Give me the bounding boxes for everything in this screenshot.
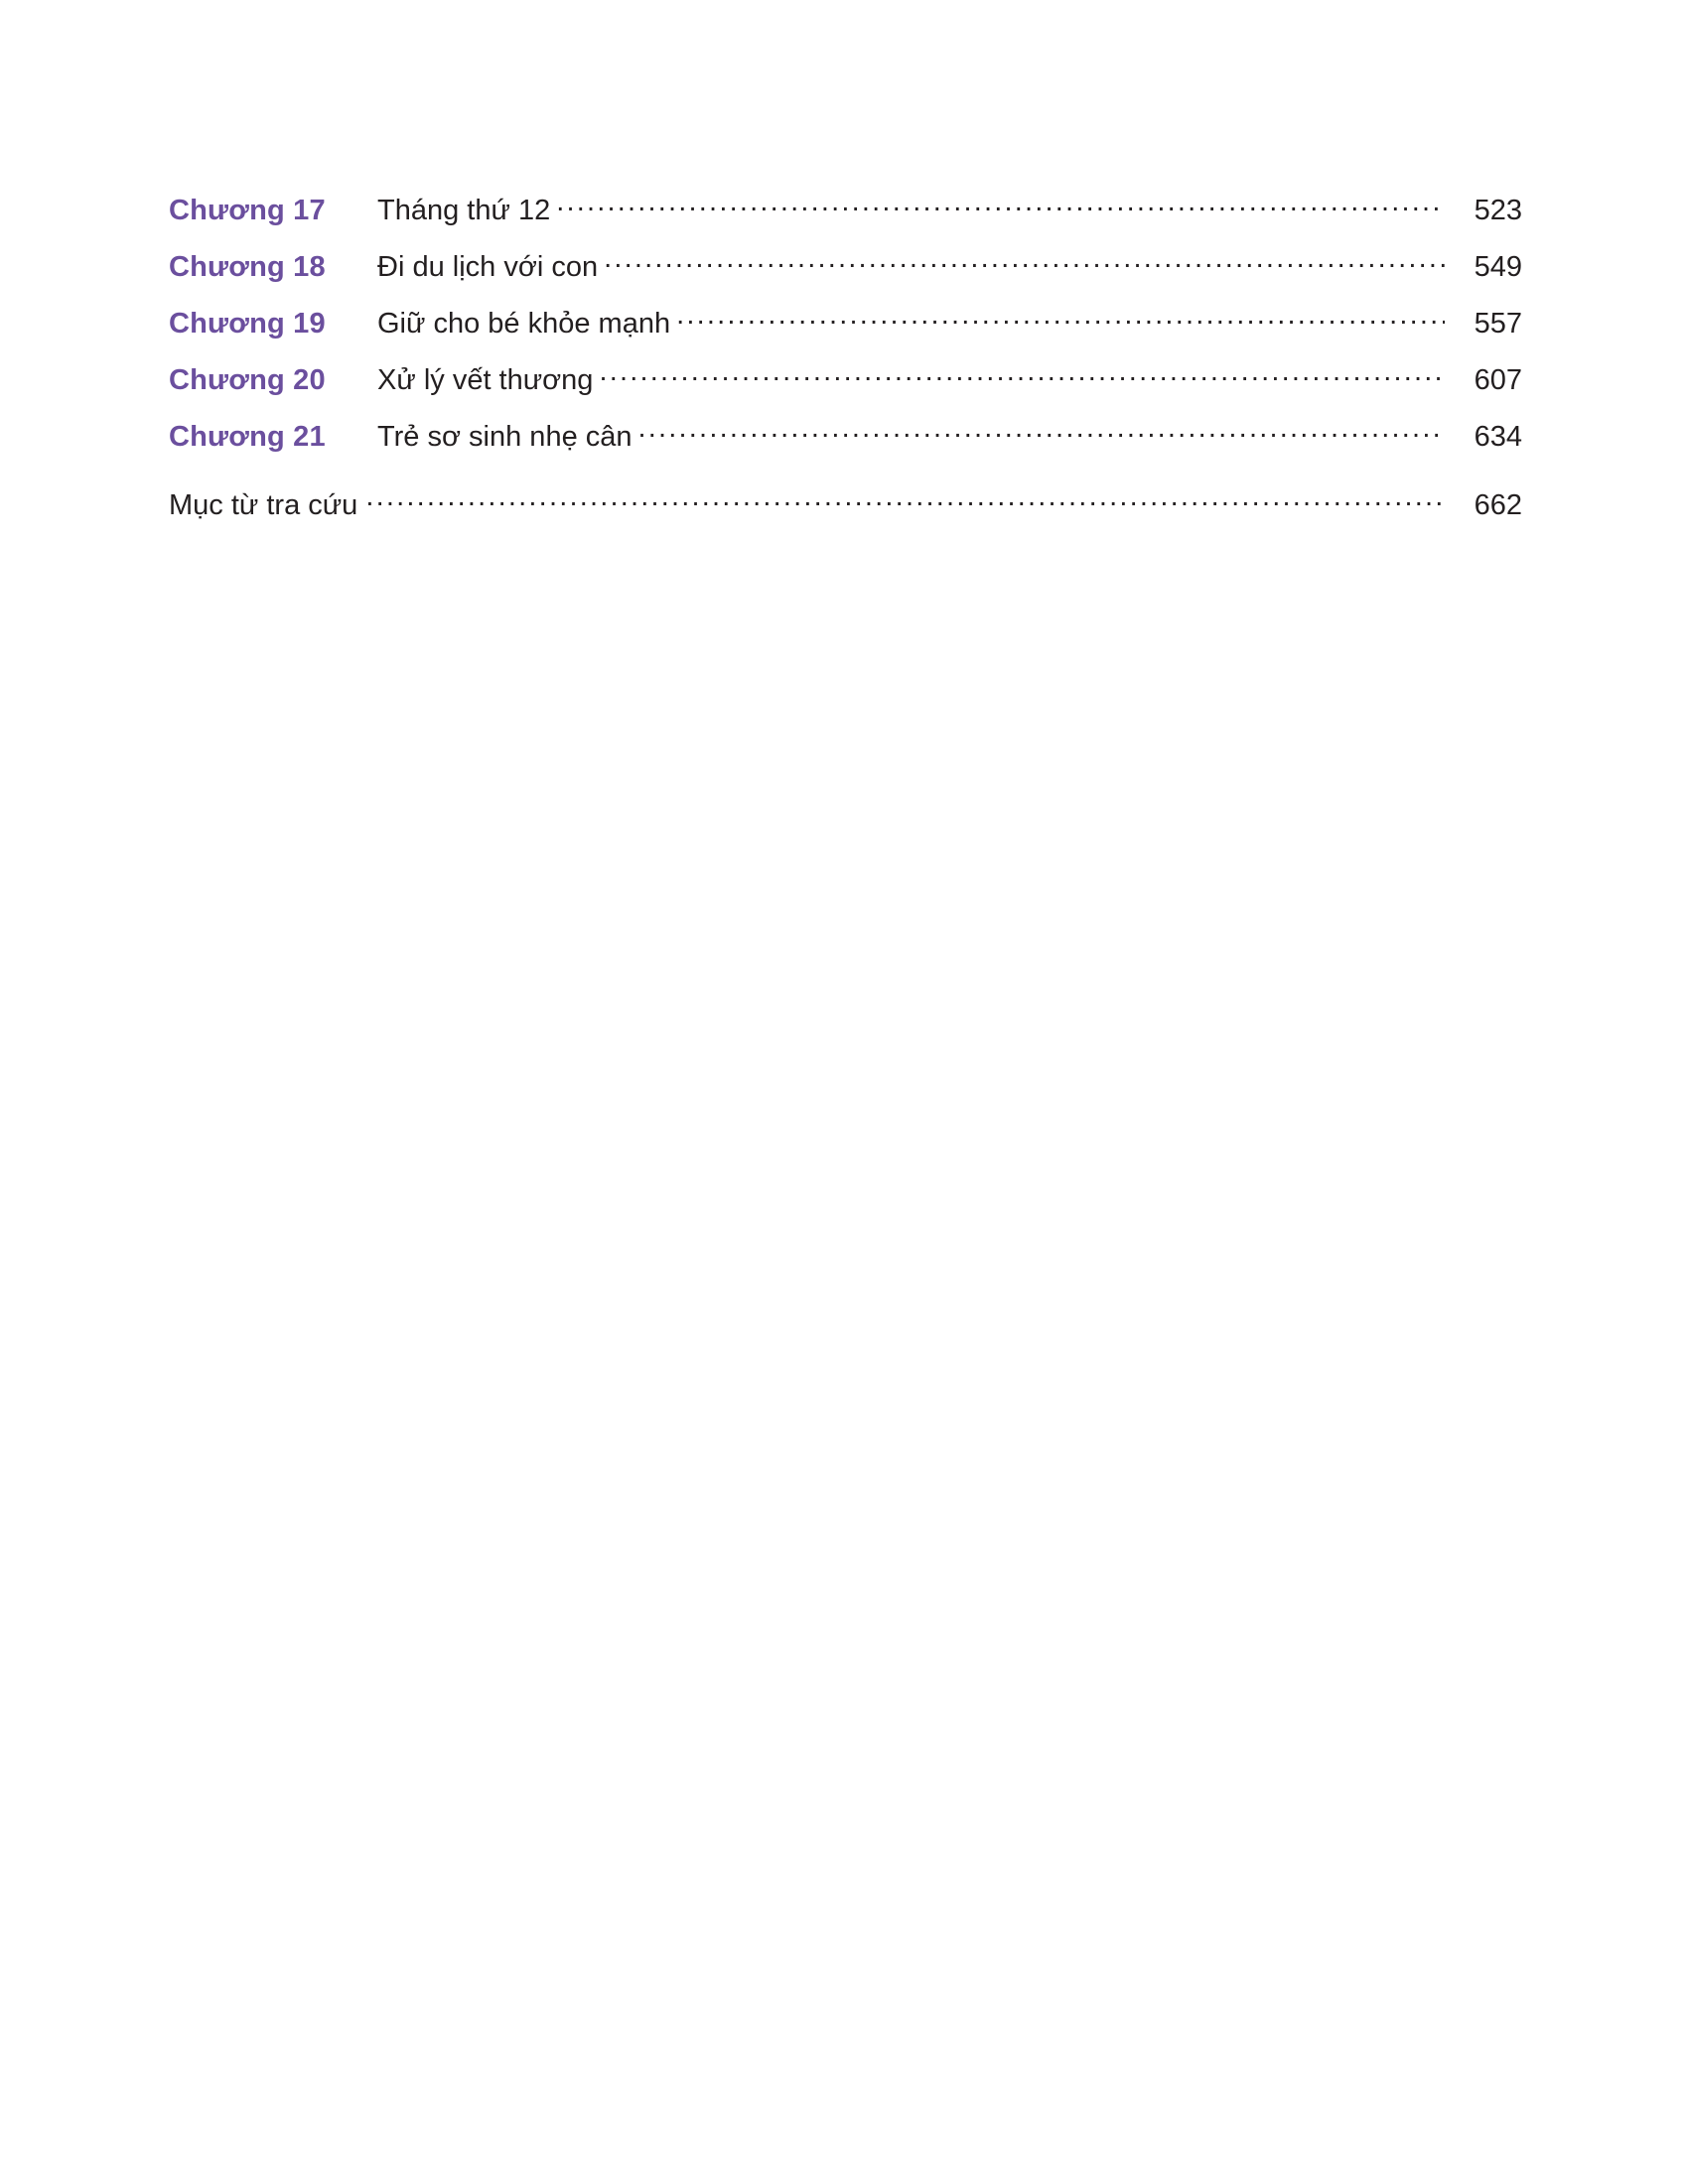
dot-leader (365, 498, 1445, 514)
dot-leader (556, 204, 1445, 219)
toc-entry[interactable] (169, 421, 1522, 454)
dot-leader (604, 260, 1445, 276)
toc-index-title: Mục từ tra cứu (169, 489, 358, 521)
dot-leader (676, 317, 1445, 333)
toc-entry[interactable] (169, 308, 1522, 341)
toc-chapter-label: Chương 21 (169, 421, 326, 453)
toc-index-page-number: 662 (1474, 489, 1522, 521)
toc-page-number: 523 (1474, 195, 1522, 226)
dot-leader (638, 430, 1445, 446)
table-of-contents (169, 195, 1522, 522)
toc-chapter-title: Tháng thứ 12 (377, 195, 551, 226)
toc-chapter-label: Chương 17 (169, 195, 326, 226)
toc-page-number: 549 (1474, 251, 1522, 283)
toc-chapter-label: Chương 20 (169, 364, 326, 396)
toc-page-number: 557 (1474, 308, 1522, 340)
dot-leader (599, 373, 1445, 389)
toc-chapter-label: Chương 19 (169, 308, 326, 340)
toc-index-entry[interactable] (169, 489, 1522, 522)
toc-chapter-title: Trẻ sơ sinh nhẹ cân (377, 421, 633, 453)
toc-chapter-title: Đi du lịch với con (377, 251, 599, 283)
toc-entry[interactable] (169, 251, 1522, 284)
toc-chapter-title: Xử lý vết thương (377, 364, 594, 396)
toc-entry[interactable] (169, 364, 1522, 397)
toc-page-number: 607 (1474, 364, 1522, 396)
toc-page-number: 634 (1474, 421, 1522, 453)
toc-chapter-label: Chương 18 (169, 251, 326, 283)
toc-entry[interactable] (169, 195, 1522, 227)
toc-chapter-title: Giữ cho bé khỏe mạnh (377, 308, 671, 340)
